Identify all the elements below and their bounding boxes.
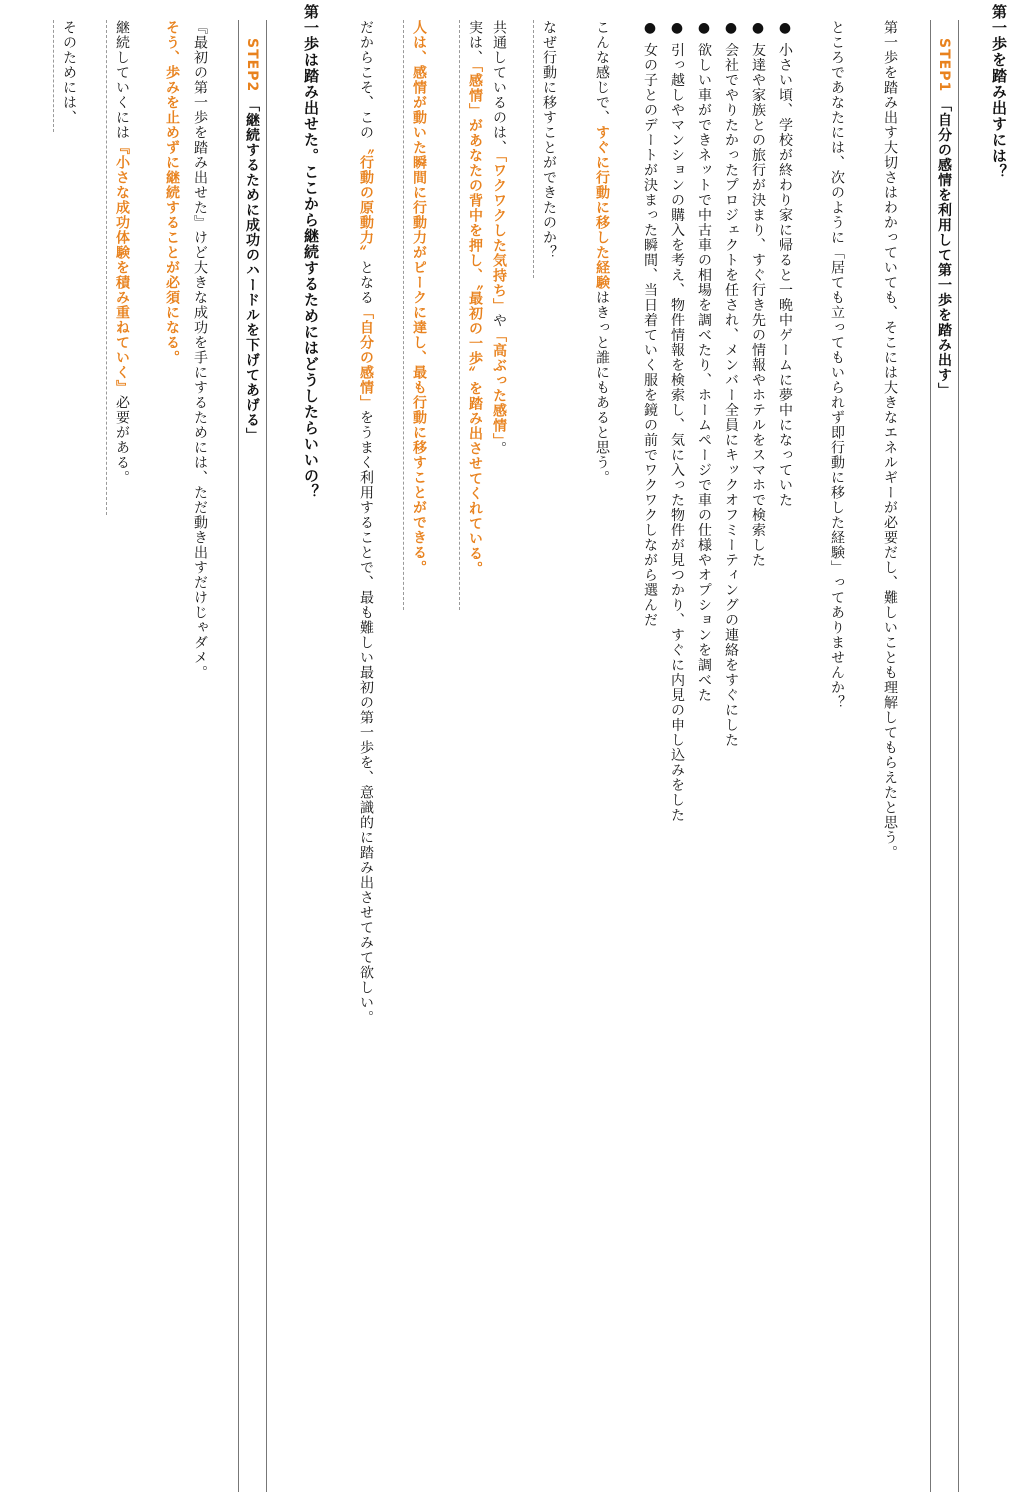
list-item: ● 会社でやりたかったプロジェクトを任され、メンバー全員にキックオフミーティングの連絡をすぐにした bbox=[723, 20, 739, 748]
paragraph-5: 共通しているのは、「ワクワクした気持ち」や「高ぶった感情」。 bbox=[491, 20, 507, 456]
section-rule-left bbox=[930, 20, 931, 1492]
step2-heading: 「継続するために成功のハードルを下げてあげる」 bbox=[244, 97, 260, 443]
list-item: ● 友達や家族との旅行が決まり、すぐ行き先の情報やホテルをスマホで検索した bbox=[750, 20, 766, 568]
list-item: ● 小さい頃、学校が終わり家に帰ると一晩中ゲームに夢中になっていた bbox=[777, 20, 793, 508]
step1-heading: 「自分の感情を利用して第一歩を踏み出す」 bbox=[936, 97, 952, 398]
section2-rule-left bbox=[238, 20, 239, 1492]
section2-rule-right bbox=[266, 20, 267, 1492]
paragraph-12: そのためには、 bbox=[53, 20, 80, 132]
paragraph-2: ところであなたには、次のように「居ても立ってもいられず即行動に移した経験」ってありませんか？ bbox=[829, 20, 845, 710]
step2-label: STEP2 bbox=[244, 38, 260, 93]
paragraph-6: 実は、「感情」があなたの背中を押し、〝最初の一歩〟を踏み出させてくれている。 bbox=[459, 20, 486, 610]
section-rule-right bbox=[958, 20, 959, 1492]
page-title: 第一歩を踏み出すには？ bbox=[990, 4, 1008, 180]
paragraph-1: 第一歩を踏み出す大切さはわかっていても、そこには大きなエネルギーが必要だし、難しいことも理解してもらえたと思う。 bbox=[882, 20, 898, 860]
list-item: ● 引っ越しやマンションの購入を考え、物件情報を検索し、気に入った物件が見つかり、すぐに内見の申し込みをした bbox=[669, 20, 685, 823]
section-subtitle: 第一歩は踏み出せた。ここから継続するためにはどうしたらいいの？ bbox=[302, 4, 320, 500]
list-item: ● 女の子とのデートが決まった瞬間、当日着ていく服を鏡の前でワクワクしながら選んだ bbox=[642, 20, 658, 628]
paragraph-3: こんな感じで、すぐに行動に移した経験はきっと誰にもあると思う。 bbox=[594, 20, 610, 485]
paragraph-7-highlight: 人は、感情が動いた瞬間に行動力がピークに達し、最も行動に移すことができる。 bbox=[403, 20, 430, 610]
paragraph-8: だからこそ、この〝行動の原動力〟となる「自分の感情」をうまく利用することで、最も難しい最初の第一歩を、意識的に踏み出させてみて欲しい。 bbox=[358, 20, 374, 1025]
step2-heading-block bbox=[241, 38, 263, 443]
paragraph-4: なぜ行動に移すことができたのか？ bbox=[533, 20, 560, 278]
step1-heading-block bbox=[933, 38, 955, 398]
paragraph-10-highlight: そう、歩みを止めずに継続することが必須になる。 bbox=[164, 20, 180, 365]
paragraph-11: 継続していくには『小さな成功体験を積み重ねていく』必要がある。 bbox=[106, 20, 133, 515]
step1-label: STEP1 bbox=[936, 38, 952, 93]
paragraph-9: 『最初の第一歩を踏み出せた』けど大きな成功を手にするためには、ただ動き出すだけじゃダメ。 bbox=[192, 20, 208, 680]
list-item: ● 欲しい車ができネットで中古車の相場を調べたり、ホームページで車の仕様やオプションを調べた bbox=[696, 20, 712, 703]
